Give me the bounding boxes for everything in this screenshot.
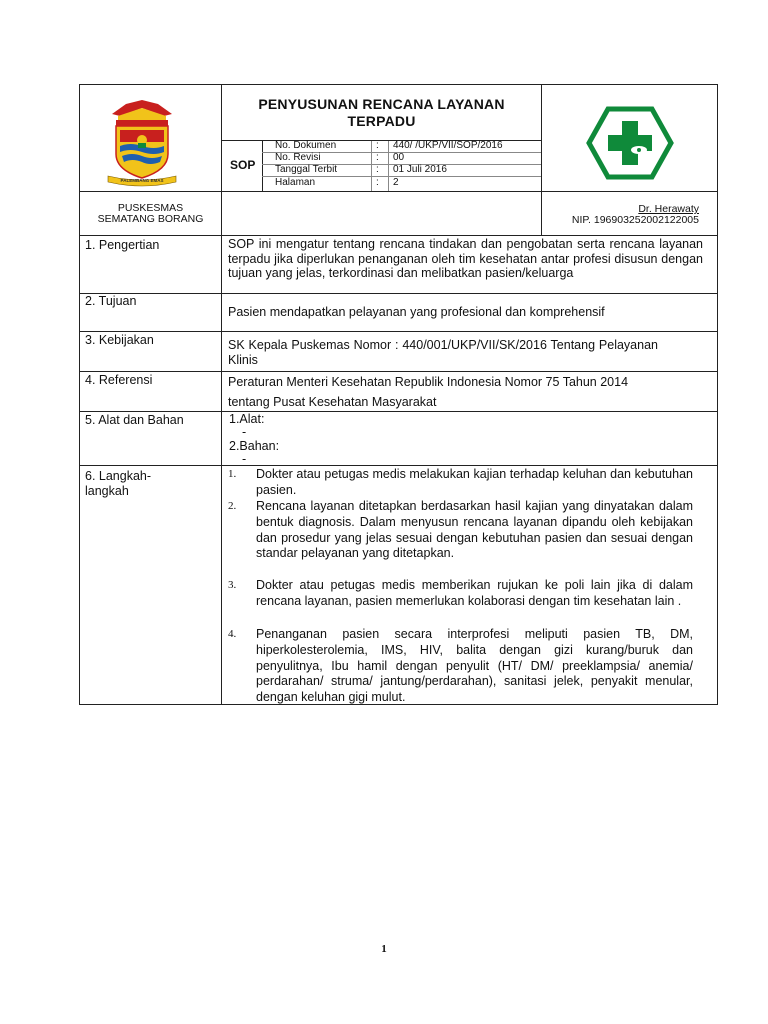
document-title-line2: TERPADU: [347, 113, 416, 129]
step-number: 4.: [228, 628, 237, 640]
city-emblem-icon: [104, 96, 180, 188]
alat-label: 1.Alat:: [229, 412, 265, 426]
city-logo: [104, 96, 180, 188]
org-name-line2: SEMATANG BORANG: [97, 213, 204, 225]
signer-nip: NIP. 196903252002122005: [571, 214, 699, 226]
step-number: 1.: [228, 468, 237, 480]
org-name-line1: PUSKESMAS: [117, 202, 184, 214]
field-sep: :: [376, 140, 379, 151]
field-value-no-revisi: 00: [393, 152, 405, 163]
section-text-referensi-line1: Peraturan Menteri Kesehatan Republik Indonesia Nomor 75 Tahun 2014: [228, 375, 629, 389]
section-text-tujuan: Pasien mendapatkan pelayanan yang profesional dan komprehensif: [228, 305, 605, 319]
section-label-kebijakan: 3. Kebijakan: [85, 333, 154, 347]
step-text: Dokter atau petugas medis memberikan rujukan ke poli lain jika di dalam rencana layanan, pasien memerlukan kolaborasi dengan tim kesehatan lain .: [256, 578, 693, 608]
field-value-tanggal-terbit: 01 Juli 2016: [393, 164, 447, 175]
list-item: [228, 578, 693, 610]
field-label-no-revisi: No. Revisi: [275, 152, 321, 163]
field-value-no-dokumen: [393, 140, 503, 152]
field-label-halaman: Halaman: [275, 177, 316, 188]
sop-label: SOP: [230, 158, 256, 172]
no-dokumen-value: 440/ /UKP/VII/SOP/2016: [393, 140, 503, 151]
puskesmas-cross-icon: [586, 106, 674, 180]
step-text: Rencana layanan ditetapkan berdasarkan hasil kajian yang dinyatakan dalam bentuk diagnosis. Dalam menyusun rencana layanan dipandu oleh kebijakan dan prosedur yang jelas sesuai dengan kebutuhan pasien dan sesuai dengan standar pelayanan yang ditetapkan.: [256, 499, 693, 561]
step-text: Dokter atau petugas medis melakukan kajian terhadap keluhan dan kebutuhan pasien.: [256, 467, 693, 497]
logo-caption: PALEMBANG EMAS: [120, 178, 164, 183]
page-number: 1: [381, 943, 387, 955]
section-label-pengertian: 1. Pengertian: [85, 238, 160, 252]
list-item: [228, 467, 693, 499]
section-label-tujuan: 2. Tujuan: [85, 294, 137, 308]
document-title-line1: PENYUSUNAN RENCANA LAYANAN: [258, 96, 505, 112]
field-sep: :: [376, 177, 379, 188]
section-label-langkah-line2: langkah: [85, 484, 129, 498]
section-text-kebijakan: SK Kepala Puskemas Nomor : 440/001/UKP/VII/SK/2016 Tentang Pelayanan Klinis: [228, 338, 658, 367]
bahan-value: -: [242, 452, 247, 466]
list-item: [228, 627, 693, 706]
step-number: 2.: [228, 500, 237, 512]
section-label-alat-bahan: 5. Alat dan Bahan: [85, 413, 184, 427]
section-label-referensi: 4. Referensi: [85, 373, 153, 387]
puskesmas-logo: [586, 106, 674, 180]
field-sep: :: [376, 152, 379, 163]
step-text: Penanganan pasien secara interprofesi meliputi pasien TB, DM, hiperkolesterolemia, IMS, HIV, balita dengan gizi kurang/buruk dan penyulitnya, Ibu hamil dengan penyulit (HT/ DM/ preeklampsia/ anemia/ perdarahan/ struma/ jantung/perdarahan), sanitasi jelek, penyakit menular, dengan keluhan gigi mulut.: [256, 627, 693, 705]
section-label-langkah-line1: 6. Langkah-: [85, 469, 152, 483]
alat-value: -: [242, 425, 247, 439]
bahan-label: 2.Bahan:: [229, 439, 280, 453]
field-value-halaman: 2: [393, 177, 399, 188]
section-text-referensi-line2: tentang Pusat Kesehatan Masyarakat: [228, 395, 437, 409]
section-text-pengertian: SOP ini mengatur tentang rencana tindakan dan pengobatan serta rencana layanan terpadu jika diperlukan penanganan oleh tim kesehatan antar profesi disusun dengan tujuan yang jelas, terkordinasi dan melibatkan pasien/keluarga: [228, 237, 703, 280]
field-label-no-dokumen: No. Dokumen: [275, 140, 337, 151]
signer-name: Dr. Herawaty: [638, 203, 699, 215]
field-sep: :: [376, 164, 379, 175]
field-label-tanggal-terbit: Tanggal Terbit: [275, 164, 338, 175]
list-item: [228, 499, 693, 562]
step-number: 3.: [228, 579, 237, 591]
